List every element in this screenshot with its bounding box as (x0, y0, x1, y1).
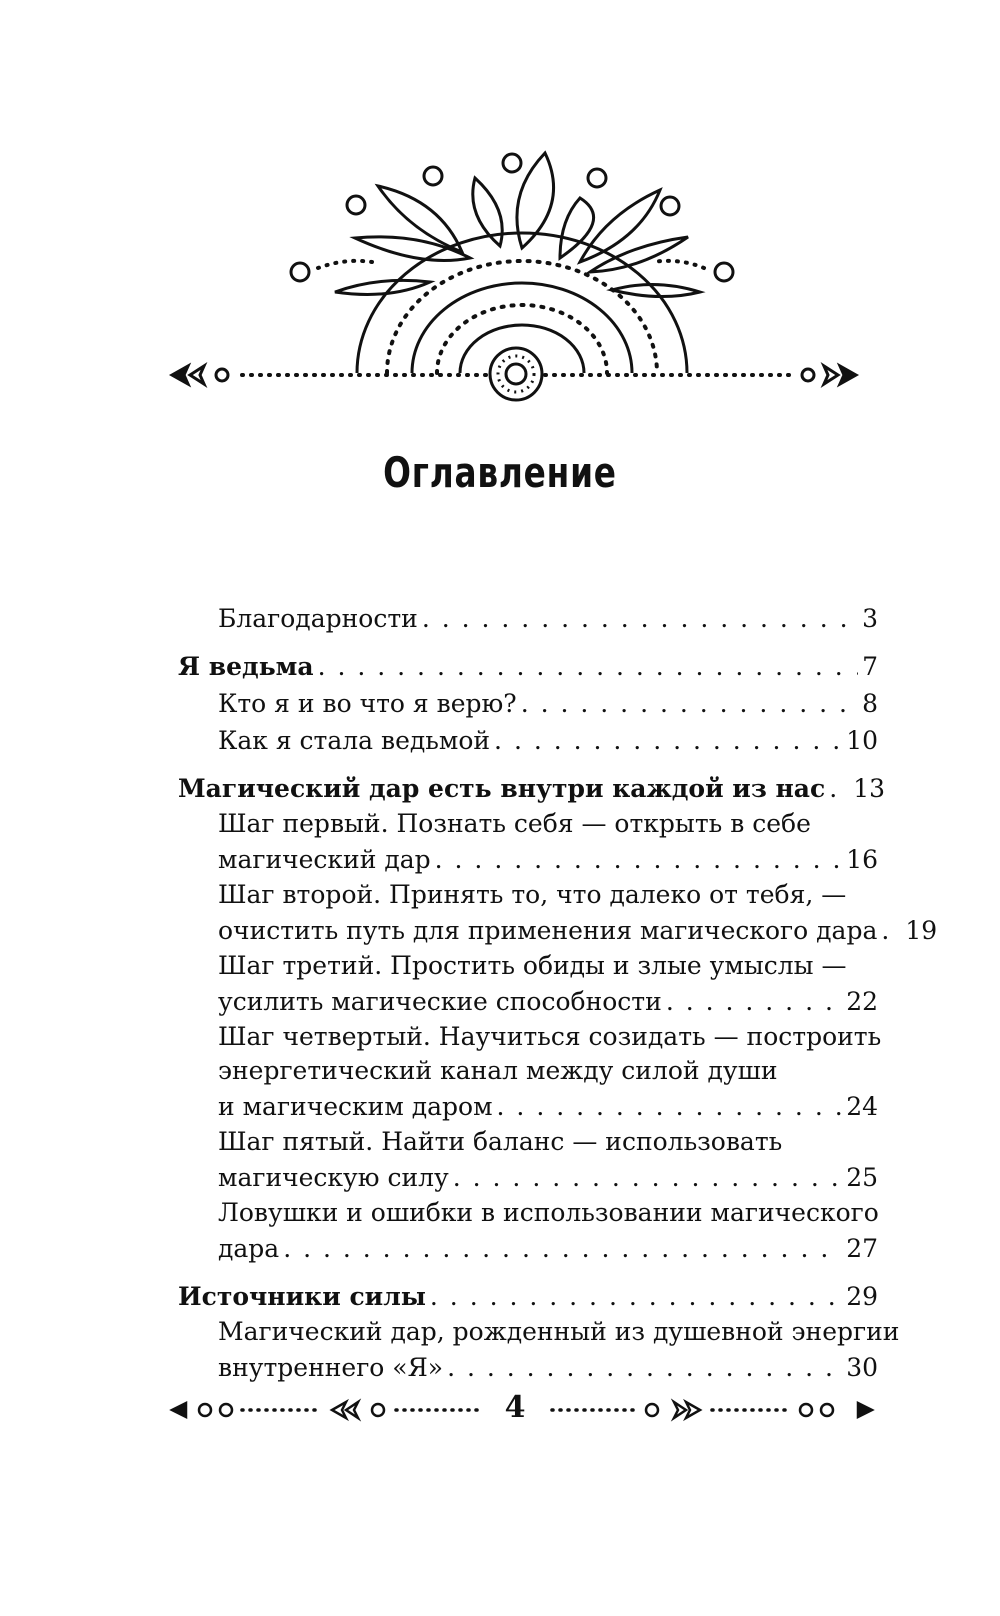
toc-page-number: 29 (846, 1282, 878, 1311)
toc-entry (178, 1088, 878, 1125)
page-number: 4 (504, 1390, 526, 1425)
toc-entry (178, 1159, 878, 1196)
toc-page-number: 25 (846, 1163, 878, 1192)
toc-page-number: 27 (846, 1234, 878, 1263)
toc-entry (178, 722, 878, 759)
toc-entry-title: дара (218, 1234, 280, 1263)
toc-leader (430, 1278, 842, 1315)
toc-entry-title: Магический дар есть внутри каждой из нас (178, 774, 826, 803)
toc-entry-title: Я ведьма (178, 652, 314, 681)
toc-entry-line: энергетический канал между силой души (218, 1056, 778, 1085)
toc-entry-line: Ловушки и ошибки в использовании магического (218, 1198, 879, 1227)
toc-page-number: 10 (846, 726, 878, 755)
toc-entry-title: усилить магические способности (218, 987, 662, 1016)
toc-entry-line: Шаг первый. Познать себя — открыть в себе (218, 809, 811, 838)
toc-entry-line: Шаг четвертый. Научиться созидать — построить (218, 1022, 882, 1051)
toc-entry-title: магическую силу (218, 1163, 449, 1192)
toc-leader (881, 912, 901, 949)
toc-leader (435, 841, 843, 878)
toc-entry-title: и магическим даром (218, 1092, 493, 1121)
toc-entry-line: Шаг второй. Принять то, что далеко от тебя, — (218, 880, 847, 909)
toc-entry-title: Источники силы (178, 1282, 426, 1311)
toc-leader (283, 1230, 842, 1267)
toc-leader (666, 983, 842, 1020)
toc-leader (497, 1088, 843, 1125)
page-title: Оглавление (383, 448, 617, 497)
toc-entry (178, 1349, 878, 1386)
toc-page-number: 7 (862, 652, 878, 681)
toc-entry (178, 912, 938, 949)
toc-entry (178, 685, 878, 722)
toc-entry-line: Шаг третий. Простить обиды и злые умыслы — (218, 951, 847, 980)
toc-leader (447, 1349, 842, 1386)
toc-entry (178, 841, 878, 878)
toc-entry (178, 600, 878, 637)
header-ornament (0, 0, 1000, 420)
toc-part-entry (178, 770, 886, 807)
toc-entry-line: Шаг пятый. Найти баланс — использовать (218, 1127, 783, 1156)
toc-page-number: 3 (862, 604, 878, 633)
toc-page-number: 8 (862, 689, 878, 718)
toc-page-number: 30 (846, 1353, 878, 1382)
toc-leader (521, 685, 858, 722)
toc-page-number: 19 (905, 916, 938, 945)
toc-page-number: 16 (846, 845, 878, 874)
toc-entry-title: внутреннего «Я» (218, 1353, 444, 1382)
table-of-contents (178, 600, 938, 1386)
toc-entry (178, 983, 878, 1020)
toc-page-number: 13 (853, 774, 886, 803)
toc-entry-line: Магический дар, рожденный из душевной энергии (218, 1317, 900, 1346)
toc-entry-title: Благодарности (218, 604, 418, 633)
toc-page-number: 22 (846, 987, 878, 1016)
toc-leader (422, 600, 858, 637)
toc-part-entry (178, 1278, 878, 1315)
toc-page-number: 24 (846, 1092, 878, 1121)
toc-entry-title: магический дар (218, 845, 431, 874)
toc-entry-title: очистить путь для применения магического дара (218, 916, 878, 945)
toc-leader (318, 648, 859, 685)
toc-entry-title: Как я стала ведьмой (218, 726, 491, 755)
toc-leader (453, 1159, 842, 1196)
toc-entry-title: Кто я и во что я верю? (218, 689, 517, 718)
toc-part-entry (178, 648, 878, 685)
toc-entry (178, 1230, 878, 1267)
toc-leader (494, 722, 842, 759)
toc-leader (829, 770, 849, 807)
